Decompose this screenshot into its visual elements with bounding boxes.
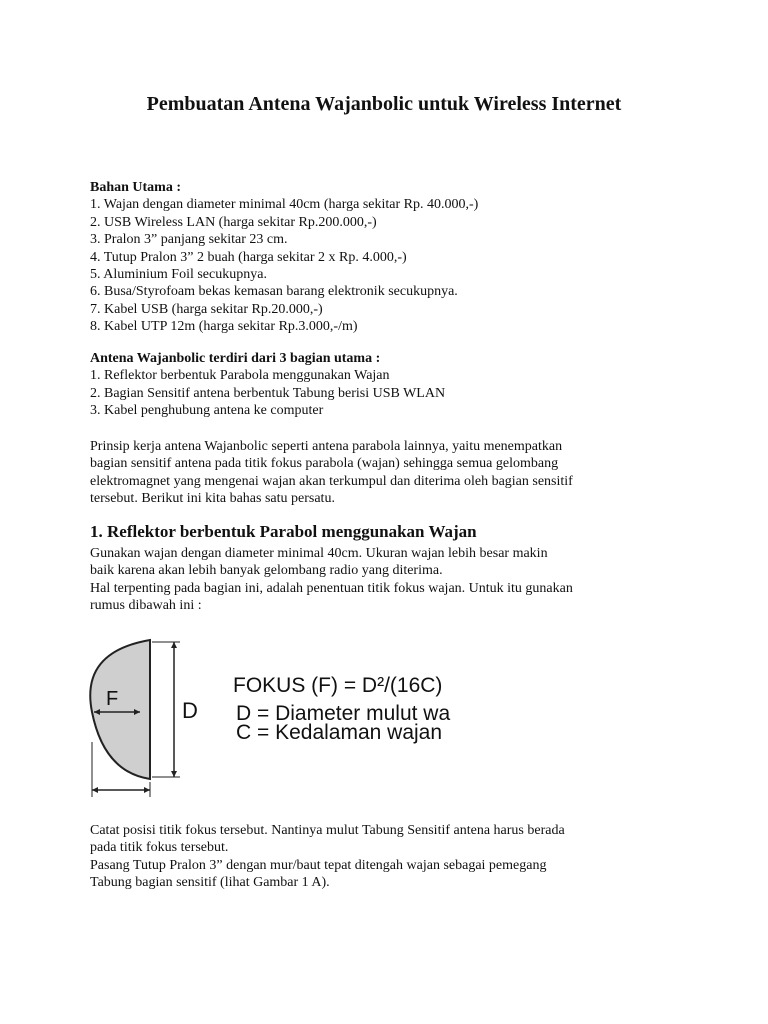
bahan-item: 5. Aluminium Foil secukupnya. — [90, 267, 267, 283]
label-d: D — [182, 698, 198, 723]
bagian-section — [90, 350, 690, 420]
bagian-item: 2. Bagian Sensitif antena berbentuk Tabung berisi USB WLAN — [90, 385, 446, 401]
bahan-section — [90, 179, 690, 336]
arrow-head-top — [171, 642, 177, 648]
label-f: F — [106, 688, 119, 710]
bagian-item: 3. Kabel penghubung antena ke computer — [90, 403, 324, 419]
bagian-item: 1. Reflektor berbentuk Parabola menggunakan Wajan — [90, 368, 390, 384]
prinsip-paragraph — [90, 438, 690, 508]
after-paragraph — [90, 822, 690, 892]
bahan-item: 2. USB Wireless LAN (harga sekitar Rp.200.000,-) — [90, 214, 377, 230]
paragraph-line: tersebut. Berikut ini kita bahas satu persatu. — [90, 491, 335, 507]
paragraph-line: bagian sensitif antena pada titik fokus parabola (wajan) sehingga semua gelombang — [90, 456, 559, 472]
arrow-head-depth-right — [144, 787, 150, 793]
paragraph-line: Gunakan wajan dengan diameter minimal 40cm. Ukuran wajan lebih besar makin — [90, 546, 548, 561]
focus-figure — [88, 632, 528, 802]
bahan-item: 3. Pralon 3” panjang sekitar 23 cm. — [90, 232, 288, 248]
formula-d-line: D = Diameter mulut wa — [236, 702, 451, 725]
page-title: Pembuatan Antena Wajanbolic untuk Wireless Internet — [146, 93, 622, 115]
paragraph-line: baik karena akan lebih banyak gelombang radio yang diterima. — [90, 563, 443, 579]
paragraph-line: Pasang Tutup Pralon 3” dengan mur/baut tepat ditengah wajan sebagai pemegang — [90, 857, 547, 873]
bagian-heading: Antena Wajanbolic terdiri dari 3 bagian utama : — [90, 351, 381, 366]
arrow-head-depth-left — [92, 787, 98, 793]
arrow-head-bottom — [171, 771, 177, 777]
bahan-item: 8. Kabel UTP 12m (harga sekitar Rp.3.000,-/m) — [90, 319, 358, 335]
section1-heading: 1. Reflektor berbentuk Parabol menggunakan Wajan — [90, 522, 477, 541]
paragraph-line: Catat posisi titik fokus tersebut. Nantinya mulut Tabung Sensitif antena harus berada — [90, 823, 565, 838]
paragraph-line: pada titik fokus tersebut. — [90, 840, 229, 856]
bahan-item: 1. Wajan dengan diameter minimal 40cm (harga sekitar Rp. 40.000,-) — [90, 197, 479, 213]
paragraph-line: Prinsip kerja antena Wajanbolic seperti antena parabola lainnya, yaitu menempatkan — [90, 439, 563, 454]
bahan-item: 4. Tutup Pralon 3” 2 buah (harga sekitar 2 x Rp. 4.000,-) — [90, 249, 407, 265]
bahan-heading: Bahan Utama : — [90, 180, 182, 195]
paragraph-line: rumus dibawah ini : — [90, 598, 202, 614]
formula-c-line: C = Kedalaman wajan — [236, 721, 443, 744]
paragraph-line: Hal terpenting pada bagian ini, adalah penentuan titik fokus wajan. Untuk itu gunakan — [90, 580, 573, 596]
bahan-item: 6. Busa/Styrofoam bekas kemasan barang elektronik secukupnya. — [90, 284, 458, 300]
paragraph-line: Tabung bagian sensitif (lihat Gambar 1 A). — [90, 875, 330, 891]
formula-text: FOKUS (F) = D²/(16C) — [233, 674, 443, 697]
section1-paragraph — [90, 545, 690, 615]
paragraph-line: elektromagnet yang mengenai wajan akan terkumpul dan diterima oleh bagian sensitif — [90, 473, 573, 489]
bahan-item: 7. Kabel USB (harga sekitar Rp.20.000,-) — [90, 301, 323, 317]
wajan-diagram — [88, 632, 188, 802]
